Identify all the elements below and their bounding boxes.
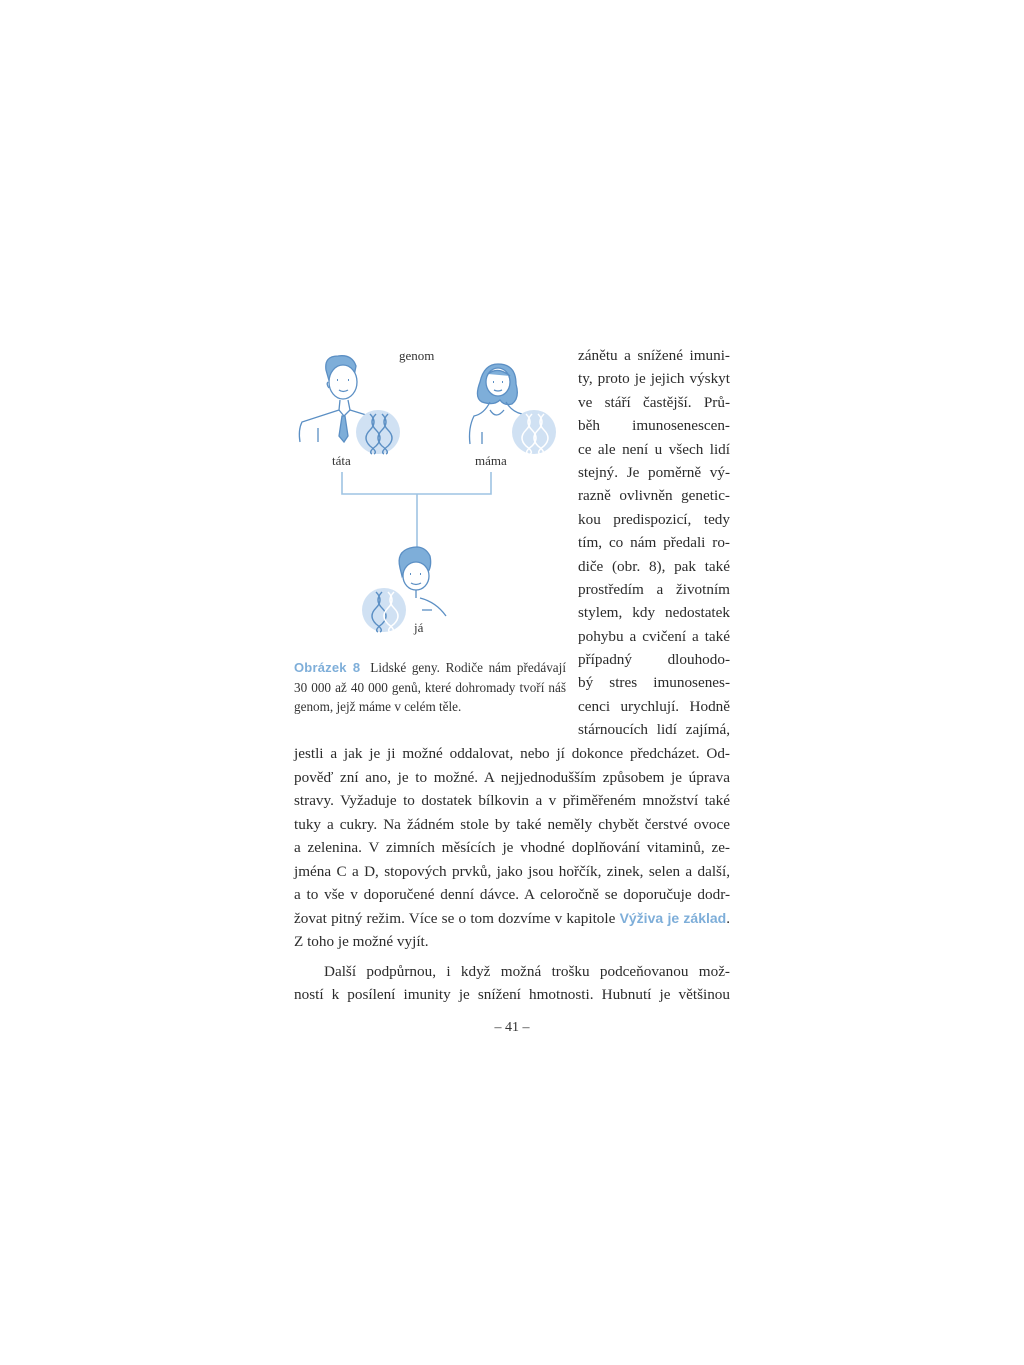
text-line: ce ale není u všech lidí [578, 440, 730, 458]
text-fragment: žovat pitný režim. Více se o tom dozvíme v kapitole [294, 909, 616, 927]
text-line: a to vše v doporučené denní dávce. A celoročně se doporučuje dodr- [294, 886, 730, 903]
genome-figure [290, 340, 570, 640]
text-line: jména C a D, stopových prvků, jako jsou hořčík, zinek, selen a další, [294, 862, 730, 880]
figure-caption [294, 658, 566, 717]
text-line: tuky a cukry. Na žádném stole by také neměly chybět čerstvé ovoce [294, 815, 730, 833]
connector-lines [342, 472, 491, 552]
text-line: kou predispozicí, tedy [578, 510, 730, 528]
text-line: běh imunosenescen- [578, 417, 730, 435]
text-line: zánětu a snížené imuni- [578, 347, 730, 364]
dna-icon [362, 588, 406, 632]
text-line: diče (obr. 8), pak také [578, 557, 730, 575]
text-line: Další podpůrnou, i když možná trošku podceňovanou mož- [324, 962, 730, 980]
caption-text: Lidské geny. Rodiče nám předávají 30 000 až 40 000 genů, které dohromady tvoří náš genom, jejž máme v celém těle. [294, 660, 566, 714]
text-line: pohybu a cvičení a také [578, 627, 730, 645]
figure-label-mother: máma [475, 453, 507, 468]
text-line: stárnoucích lidí zajímá, [578, 721, 730, 739]
text-line: prostředím a životním [578, 580, 730, 598]
family-illustration [290, 340, 570, 640]
side-column-text [578, 344, 730, 742]
caption-number: Obrázek 8 [294, 660, 361, 675]
text-line: pověď zní ano, je to možné. A nejjednodušším způsobem je úprava [294, 768, 730, 786]
text-line: jestli a jak je ji možné oddalovat, nebo jí dokonce předcházet. Od- [294, 745, 730, 762]
punctuation: . [726, 909, 731, 927]
figure-label-me: já [414, 620, 424, 635]
text-line: případný dlouhodo- [578, 651, 730, 669]
boy-icon [399, 547, 446, 616]
text-line: cenci urychlují. Hodně [578, 697, 730, 715]
text-line: tím, co nám předali ro- [578, 534, 730, 552]
body-text [294, 742, 730, 1007]
dna-icon [512, 410, 556, 454]
page-number: – 41 – [494, 1020, 530, 1035]
text-line: stravy. Vyžaduje to dostatek bílkovin a v přiměřeném množství také [294, 792, 730, 809]
dna-icon [356, 410, 400, 454]
text-line: stejný. Je poměrně vý- [578, 463, 730, 481]
figure-label-father: táta [332, 453, 351, 468]
text-line: ty, proto je jejich výskyt [578, 370, 730, 388]
text-line: bý stres imunosenes- [578, 674, 730, 692]
text-line: ností k posílení imunity je snížení hmotnosti. Hubnutí je většinou [294, 986, 730, 1003]
text-line-with-link [294, 907, 730, 931]
text-line: Z toho je možné vyjít. [294, 933, 429, 950]
text-line: razně ovlivněn genetic- [578, 487, 730, 505]
text-line: stylem, kdy nedostatek [578, 604, 730, 622]
text-line: a zelenina. V zimních měsících je vhodné doplňování vitaminů, ze- [294, 839, 730, 856]
figure-label-genom: genom [399, 348, 435, 363]
chapter-link[interactable]: Výživa je základ [619, 909, 727, 926]
text-line: ve stáří častější. Prů- [578, 393, 730, 411]
